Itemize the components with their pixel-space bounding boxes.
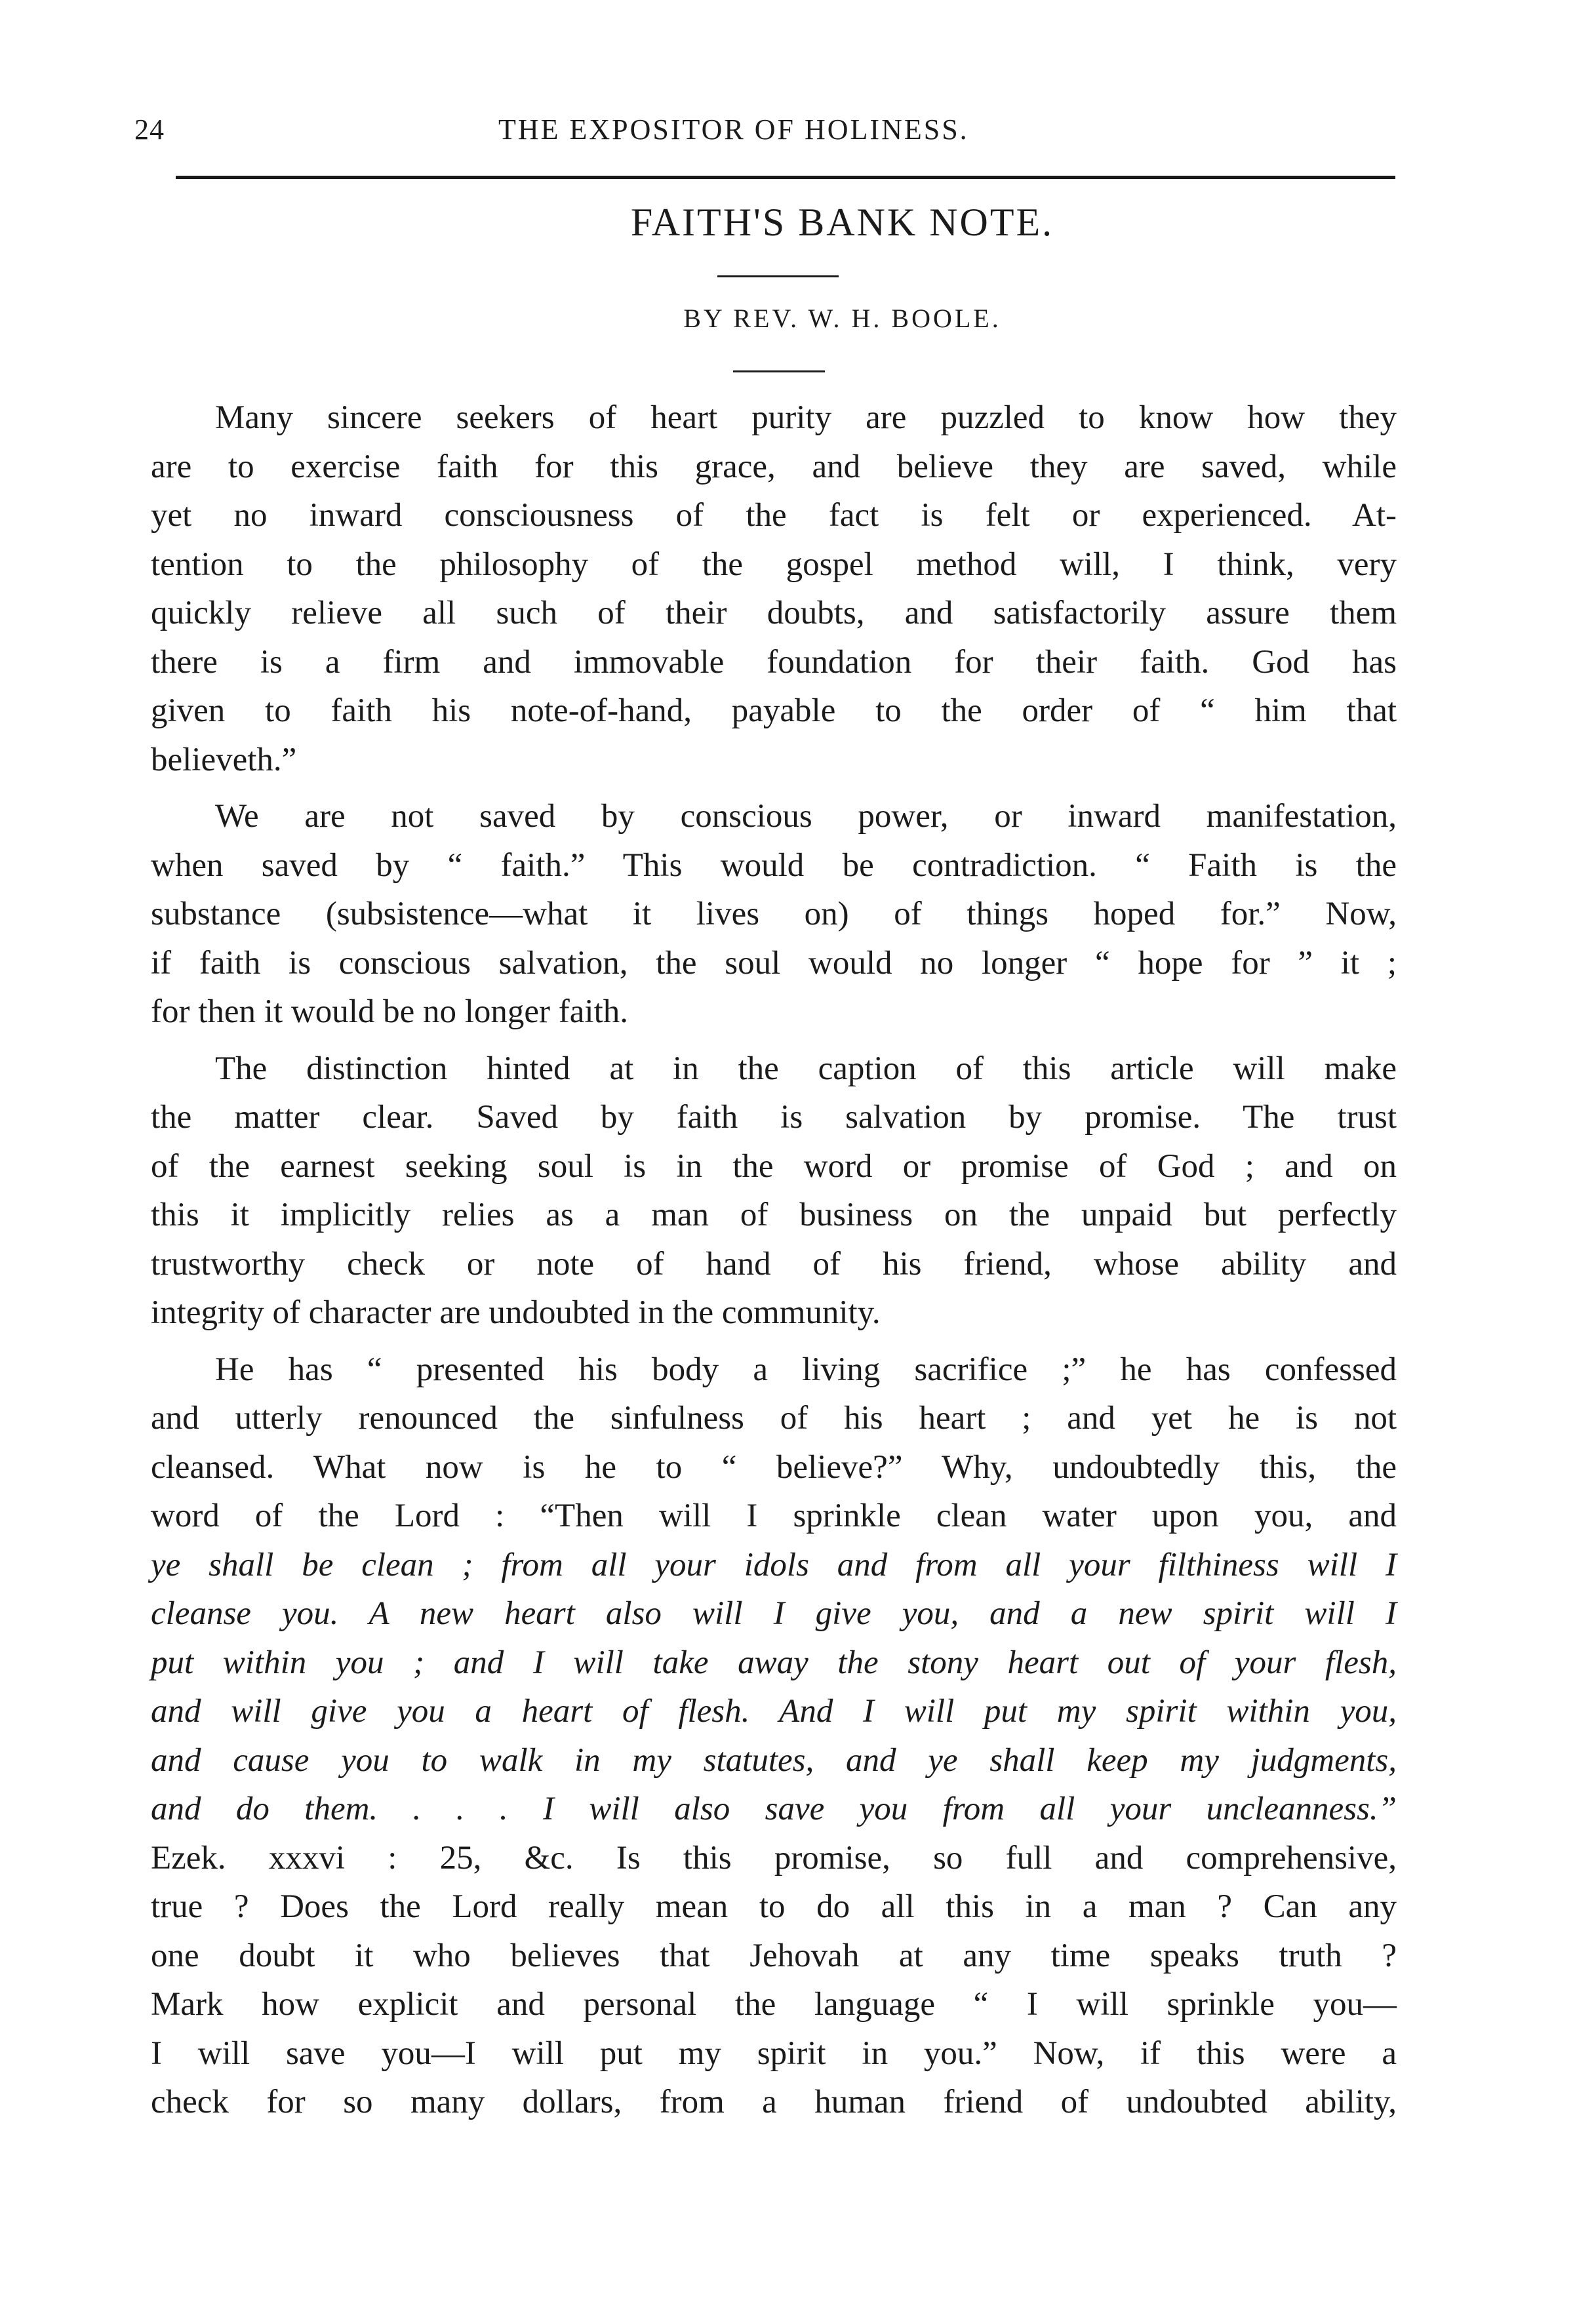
body-line: true ? Does the Lord really mean to do all this in a man ? Can any <box>151 1888 1397 1925</box>
body-line: are to exercise faith for this grace, and believe they are saved, while <box>151 448 1397 485</box>
article-title: FAITH'S BANK NOTE. <box>630 201 1054 244</box>
page-number: 24 <box>134 113 165 146</box>
body-line: He has “ presented his body a living sacrifice ;” he has confessed <box>215 1351 1397 1388</box>
body-line: the matter clear. Saved by faith is salvation by promise. The trust <box>151 1099 1397 1136</box>
body-line: Mark how explicit and personal the language “ I will sprinkle you— <box>151 1986 1397 2023</box>
body-line: trustworthy check or note of hand of his friend, whose ability and <box>151 1245 1397 1282</box>
body-line: for then it would be no longer faith. <box>151 993 628 1030</box>
body-line: substance (subsistence—what it lives on) of things hoped for.” Now, <box>151 896 1397 932</box>
body-line: when saved by “ faith.” This would be contradiction. “ Faith is the <box>151 846 1397 884</box>
paragraph-1 <box>151 393 1397 784</box>
scripture-line: and do them. . . . I will also save you from all your uncleanness.” <box>151 1791 1397 1827</box>
body-line: there is a firm and immovable foundation for their faith. God has <box>151 643 1397 681</box>
running-head: THE EXPOSITOR OF HOLINESS. <box>498 113 969 146</box>
byline: BY REV. W. H. BOOLE. <box>683 304 1001 333</box>
body-line: given to faith his note-of-hand, payable to the order of “ him that <box>151 692 1397 729</box>
body-line: yet no inward consciousness of the fact is felt or experienced. At- <box>151 497 1397 534</box>
byline-divider <box>733 370 825 372</box>
body-line: The distinction hinted at in the caption of this article will make <box>215 1050 1397 1087</box>
scripture-line: and will give you a heart of flesh. And I will put my spirit within you, <box>151 1693 1397 1730</box>
body-line: quickly relieve all such of their doubts, and satisfactorily assure them <box>151 595 1397 631</box>
title-divider <box>717 275 839 277</box>
body-line: I will save you—I will put my spirit in you.” Now, if this were a <box>151 2035 1397 2072</box>
scripture-line: and cause you to walk in my statutes, and ye shall keep my judgments, <box>151 1741 1397 1779</box>
body-line: one doubt it who believes that Jehovah at any time speaks truth ? <box>151 1937 1397 1974</box>
paragraph-4 <box>151 1345 1397 2127</box>
header-rule <box>176 176 1395 179</box>
scripture-line: cleanse you. A new heart also will I give you, and a new spirit will I <box>151 1595 1397 1632</box>
body-line: if faith is conscious salvation, the soul would no longer “ hope for ” it ; <box>151 944 1397 982</box>
paragraph-2 <box>151 792 1397 1037</box>
body-line: tention to the philosophy of the gospel method will, I think, very <box>151 546 1397 583</box>
body-line: this it implicitly relies as a man of business on the unpaid but perfectly <box>151 1197 1397 1233</box>
body-line: word of the Lord : “Then will I sprinkle clean water upon you, and <box>151 1498 1397 1534</box>
body-line: Ezek. xxxvi : 25, &c. Is this promise, so full and comprehensive, <box>151 1839 1397 1876</box>
body-line: check for so many dollars, from a human friend of undoubted ability, <box>151 2084 1397 2120</box>
body-line: Many sincere seekers of heart purity are puzzled to know how they <box>215 399 1397 436</box>
paragraph-3 <box>151 1044 1397 1338</box>
article-body <box>151 393 1397 2135</box>
body-line: believeth.” <box>151 741 297 778</box>
scripture-line: put within you ; and I will take away the stony heart out of your flesh, <box>151 1644 1397 1681</box>
body-line: of the earnest seeking soul is in the word or promise of God ; and on <box>151 1147 1397 1185</box>
body-line: We are not saved by conscious power, or inward manifestation, <box>215 798 1397 835</box>
body-line: integrity of character are undoubted in the community. <box>151 1294 881 1331</box>
body-line: and utterly renounced the sinfulness of his heart ; and yet he is not <box>151 1400 1397 1437</box>
scripture-line: ye shall be clean ; from all your idols and from all your filthiness will I <box>151 1546 1397 1583</box>
body-line: cleansed. What now is he to “ believe?” Why, undoubtedly this, the <box>151 1448 1397 1486</box>
